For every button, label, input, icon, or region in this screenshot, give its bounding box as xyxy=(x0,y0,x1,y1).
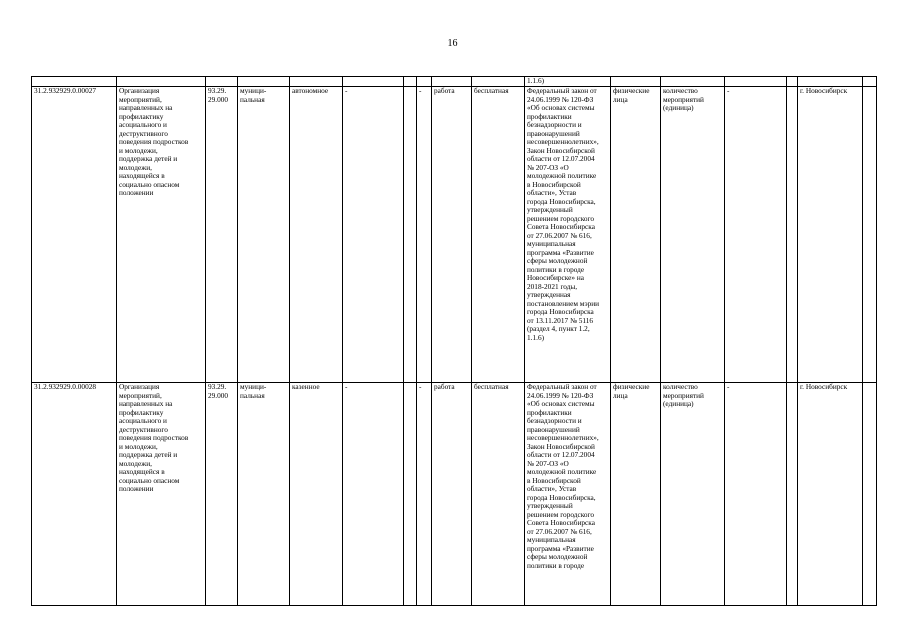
consumers-cell: физические лица xyxy=(611,383,661,606)
payment-cell: бесплатная xyxy=(472,383,525,606)
legal-basis-cell: Федеральный закон от 24.06.1999 № 120-ФЗ «Об основах системы профилактики безнадзорности и правонарушений несовершеннолетних», Закон Новосибирской области от 12.07.2004 № 207-ОЗ «О молодежной политике в Новосибирской области», Устав города Новосибирска, утвержденный решением городского Совета Новосибирска от 27.06.2007 № 616, муниципальная программа «Развитие сферы молодежной политики в городе xyxy=(525,383,611,606)
legal-basis-continuation: 1.1.6) xyxy=(525,77,611,87)
payment-cell: бесплатная xyxy=(472,87,525,383)
page-number: 16 xyxy=(447,38,458,49)
continuation-row xyxy=(32,77,877,87)
institution-type-cell: автономное xyxy=(290,87,343,383)
location-cell: г. Новосибирск xyxy=(798,383,863,606)
empty-cell xyxy=(863,87,877,383)
empty-cell xyxy=(863,383,877,606)
legal-basis-cell: Федеральный закон от 24.06.1999 № 120-ФЗ «Об основах системы профилактики безнадзорности и правонарушений несовершеннолетних», Закон Новосибирской области от 12.07.2004 № 207-ОЗ «О молодежной политике в Новосибирской области», Устав города Новосибирска, утвержденный решением городского Совета Новосибирска от 27.06.2007 № 616, муниципальная программа «Развитие сферы молодежной политики в городе Новосибирске» на 2018-2021 годы, утвержденная постановлением мэрии города Новосибирска от 13.11.2017 № 5116 (раздел 4, пункт 1.2, 1.1.6) xyxy=(525,87,611,383)
empty-cell xyxy=(787,383,798,606)
dash-cell: - xyxy=(417,87,432,383)
owner-cell: муници- пальная xyxy=(238,383,290,606)
dash-cell: - xyxy=(343,383,404,606)
service-registry-table xyxy=(31,76,877,606)
dash-cell: - xyxy=(417,383,432,606)
table-row xyxy=(32,87,877,383)
dash-cell: - xyxy=(725,383,787,606)
dash-cell: - xyxy=(725,87,787,383)
registry-code-cell: 31.2.932929.0.00028 xyxy=(32,383,117,606)
service-name-cell: Организация мероприятий, направленных на профилактику асоциального и деструктивного поведения подростков и молодежи, поддержка детей и молодежи, находящейся в социально опасном положении xyxy=(117,87,206,383)
okved-cell: 93.29. 29.000 xyxy=(206,383,238,606)
indicator-cell: количество мероприятий (единица) xyxy=(661,383,725,606)
owner-cell: муници- пальная xyxy=(238,87,290,383)
institution-type-cell: казенное xyxy=(290,383,343,606)
empty-cell xyxy=(404,87,417,383)
table-row xyxy=(32,383,877,606)
dash-cell: - xyxy=(343,87,404,383)
service-kind-cell: работа xyxy=(432,87,472,383)
service-name-cell: Организация мероприятий, направленных на профилактику асоциального и деструктивного поведения подростков и молодежи, поддержка детей и молодежи, находящейся в социально опасном положении xyxy=(117,383,206,606)
consumers-cell: физические лица xyxy=(611,87,661,383)
empty-cell xyxy=(787,87,798,383)
registry-code-cell: 31.2.932929.0.00027 xyxy=(32,87,117,383)
indicator-cell: количество мероприятий (единица) xyxy=(661,87,725,383)
location-cell: г. Новосибирск xyxy=(798,87,863,383)
empty-cell xyxy=(404,383,417,606)
service-kind-cell: работа xyxy=(432,383,472,606)
okved-cell: 93.29. 29.000 xyxy=(206,87,238,383)
